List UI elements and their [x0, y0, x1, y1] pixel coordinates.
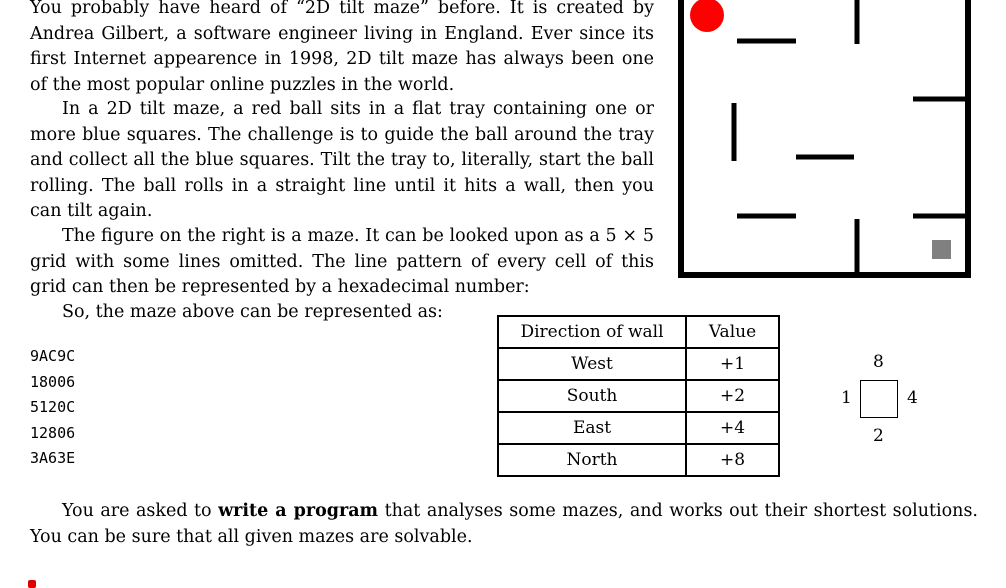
blue-square [932, 240, 951, 259]
maze-code-line: 5120C [30, 398, 76, 416]
legend-west-value: 1 [841, 388, 852, 408]
task-paragraph [30, 499, 978, 550]
direction-header: Direction of wall [498, 316, 686, 348]
direction-cell: North [498, 444, 686, 476]
maze-border [681, 0, 968, 275]
maze-code-block [30, 344, 75, 472]
direction-cell: West [498, 348, 686, 380]
task-text-after: that analyses some mazes, and works out their shortest solutions. You can be sure that all given mazes are solvable. [30, 501, 978, 547]
grid-paragraph [30, 224, 654, 301]
direction-cell: East [498, 412, 686, 444]
grid-size: 5 × 5 [605, 226, 654, 246]
table-row [498, 444, 779, 476]
legend-north-value: 8 [873, 352, 884, 372]
table-row [498, 412, 779, 444]
next-section-marker [28, 580, 36, 588]
value-cell: +1 [686, 348, 779, 380]
intro-paragraph: You probably have heard of “2D tilt maze” before. It is created by Andrea Gilbert, a software engineer living in England. Ever since its first Internet appearence in 1998, 2D tilt maze has always been one of the most popular online puzzles in the world. [30, 0, 654, 95]
maze-code-line: 18006 [30, 372, 76, 391]
maze-figure [678, 0, 974, 282]
representation-paragraph: So, the maze above can be represented as: [62, 302, 443, 322]
red-ball [690, 0, 724, 32]
maze-code-line: 9AC9C [30, 347, 76, 365]
legend-cell-box [860, 380, 898, 418]
value-header: Value [686, 316, 779, 348]
maze-code-line: 12806 [30, 423, 76, 442]
table-row [498, 380, 779, 412]
value-cell: +8 [686, 444, 779, 476]
direction-cell: South [498, 380, 686, 412]
maze-code-line: 3A63E [30, 449, 76, 467]
table-row [498, 348, 779, 380]
grid-text-before: The figure on the right is a maze. It can be looked upon as a [62, 226, 600, 246]
rules-paragraph: In a 2D tilt maze, a red ball sits in a flat tray containing one or more blue squares. The challenge is to guide the ball around the tray and collect all the blue squares. Tilt the tray to, literally, start the ball rolling. The ball rolls in a straight line until it hits a wall, then you can tilt again. [30, 99, 654, 221]
value-cell: +2 [686, 380, 779, 412]
legend-south-value: 2 [873, 426, 884, 446]
task-text-before: You are asked to [62, 501, 212, 521]
grid-text-after: grid with some lines omitted. The line pattern of every cell of this grid can then be represented by a hexadecimal number: [30, 251, 654, 297]
value-cell: +4 [686, 412, 779, 444]
task-bold-text: write a program [218, 501, 379, 521]
table-header-row [498, 316, 779, 348]
legend-east-value: 4 [907, 388, 918, 408]
direction-table [497, 315, 780, 477]
